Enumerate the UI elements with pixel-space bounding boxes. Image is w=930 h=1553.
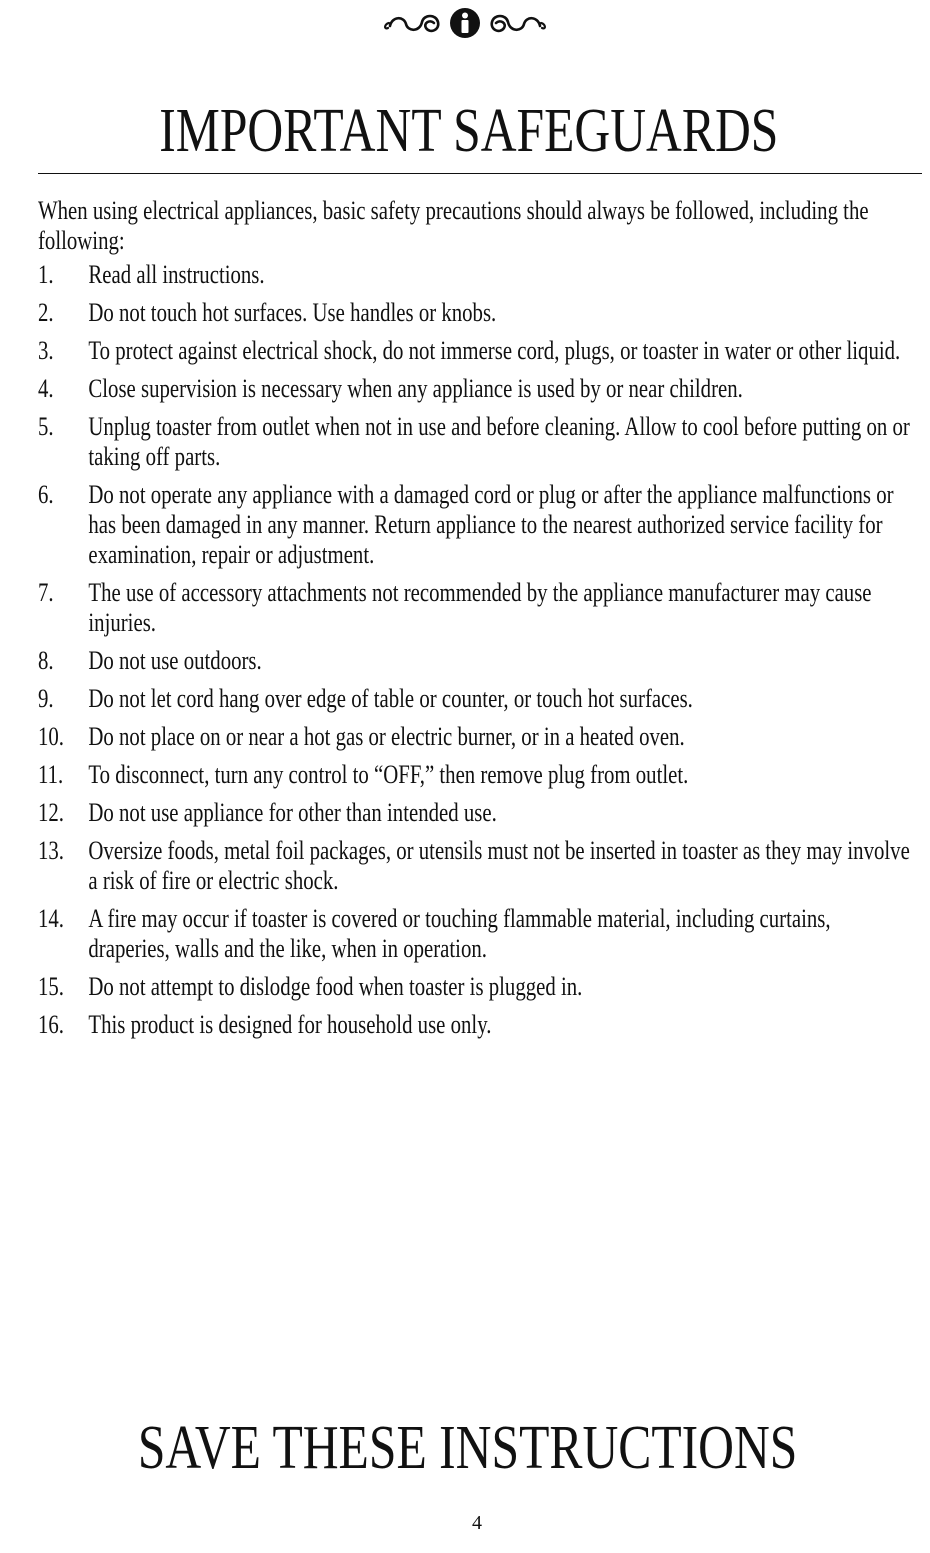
intro-paragraph: When using electrical appliances, basic safety precautions should always be followed, including the following: <box>38 196 869 255</box>
item-number: 9. <box>38 684 54 713</box>
item-text: Do not attempt to dislodge food when toaster is plugged in. <box>88 972 583 1001</box>
safeguards-section <box>38 196 910 1048</box>
list-item <box>38 1010 910 1040</box>
list-item <box>38 684 910 714</box>
item-text: Do not use outdoors. <box>88 646 262 675</box>
item-text: A fire may occur if toaster is covered or touching flammable material, including curtains, draperies, walls and the like, when in operation. <box>88 904 831 963</box>
list-item <box>38 760 910 790</box>
item-number: 1. <box>38 260 54 289</box>
page-number: 4 <box>472 1512 482 1534</box>
item-text: Do not let cord hang over edge of table or counter, or touch hot surfaces. <box>88 684 693 713</box>
item-number: 12. <box>38 798 64 827</box>
item-text: The use of accessory attachments not recommended by the appliance manufacturer may cause injuries. <box>88 578 872 637</box>
item-text: Oversize foods, metal foil packages, or utensils must not be inserted in toaster as they may involve a risk of fire or electric shock. <box>88 836 910 895</box>
list-item <box>38 336 910 366</box>
list-item <box>38 374 910 404</box>
item-text: Do not operate any appliance with a damaged cord or plug or after the appliance malfunctions or has been damaged in any manner. Return appliance to the nearest authorized service facility for examination, repair or adjustment. <box>88 480 894 569</box>
list-item <box>38 836 910 896</box>
item-number: 2. <box>38 298 54 327</box>
item-number: 4. <box>38 374 54 403</box>
item-number: 11. <box>38 760 64 789</box>
list-item <box>38 412 910 472</box>
list-item <box>38 972 910 1002</box>
list-item <box>38 480 910 570</box>
header-ornament <box>0 6 930 45</box>
list-item <box>38 904 910 964</box>
item-number: 13. <box>38 836 64 865</box>
item-number: 15. <box>38 972 64 1001</box>
item-text: Close supervision is necessary when any appliance is used by or near children. <box>88 374 743 403</box>
page-title: IMPORTANT SAFEGUARDS <box>159 97 779 165</box>
list-item <box>38 722 910 752</box>
safeguards-list <box>38 260 910 1040</box>
item-text: To disconnect, turn any control to “OFF,” then remove plug from outlet. <box>88 760 689 789</box>
item-number: 3. <box>38 336 54 365</box>
list-item <box>38 578 910 638</box>
title-divider <box>38 173 922 174</box>
item-number: 6. <box>38 480 54 509</box>
item-text: This product is designed for household use only. <box>88 1010 492 1039</box>
item-number: 14. <box>38 904 64 933</box>
item-text: Do not touch hot surfaces. Use handles or knobs. <box>88 298 497 327</box>
save-instructions-heading: SAVE THESE INSTRUCTIONS <box>137 1414 798 1482</box>
item-text: To protect against electrical shock, do not immerse cord, plugs, or toaster in water or other liquid. <box>88 336 901 365</box>
list-item <box>38 798 910 828</box>
item-text: Read all instructions. <box>88 260 265 289</box>
list-item <box>38 646 910 676</box>
item-number: 16. <box>38 1010 64 1039</box>
list-item <box>38 298 910 328</box>
item-number: 7. <box>38 578 54 607</box>
item-text: Do not use appliance for other than intended use. <box>88 798 497 827</box>
item-text: Do not place on or near a hot gas or electric burner, or in a heated oven. <box>88 722 685 751</box>
item-number: 8. <box>38 646 54 675</box>
item-number: 5. <box>38 412 54 441</box>
item-number: 10. <box>38 722 64 751</box>
info-icon <box>380 6 550 40</box>
item-text: Unplug toaster from outlet when not in use and before cleaning. Allow to cool before putting on or taking off parts. <box>88 412 910 471</box>
list-item <box>38 260 910 290</box>
